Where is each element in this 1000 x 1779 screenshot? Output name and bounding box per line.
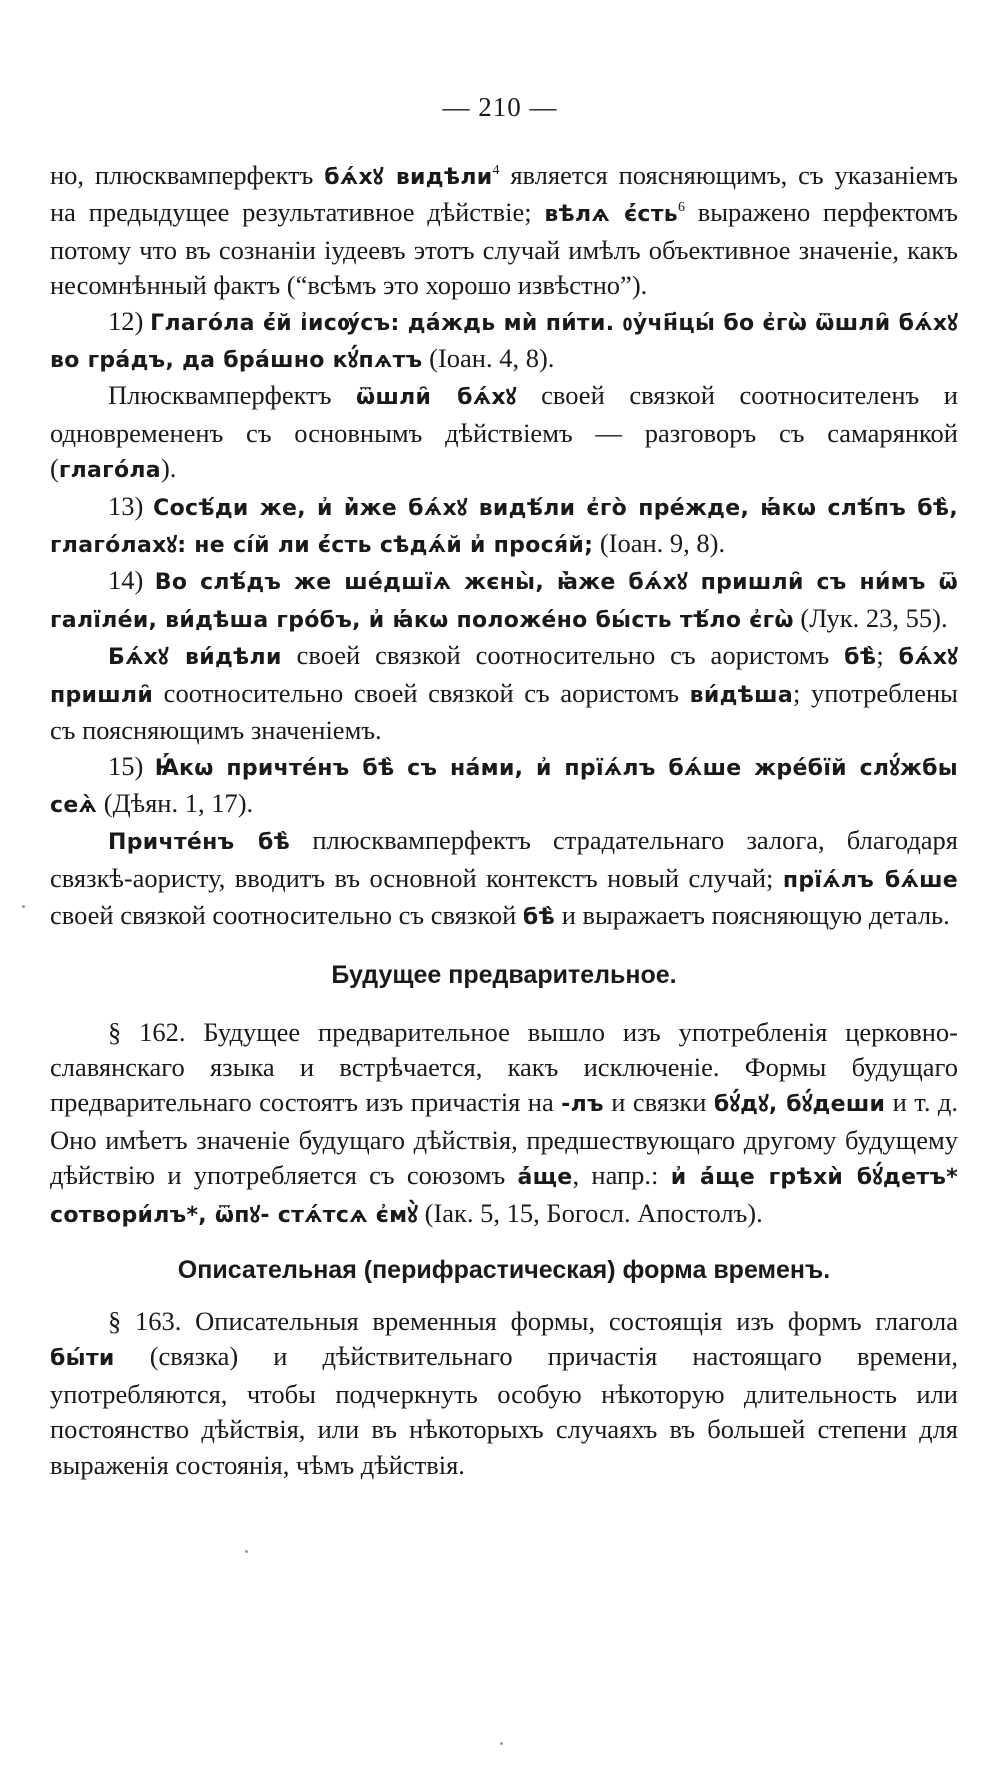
example-15 [50,749,958,824]
church-slavonic-word: бы́ти [50,1346,115,1372]
example-number: 15) [108,750,155,781]
church-slavonic-word: -лъ [561,1092,604,1118]
text-run: (Іак. 5, 15, Богосл. Апостолъ). [418,1197,763,1228]
church-slavonic-word: бѣ̀ [522,905,556,931]
church-slavonic-word: бѣ̀ [844,645,877,671]
text-run: и связки [603,1087,714,1118]
church-slavonic-quote: Во слѣ́дъ же ше́дшїѧ жєны̀, ꙗ҆̀же бѧ́хꙋ пришли̑ съ ни́мъ ѿ галїле́и, ви́дѣша гро́бъ, и҆ ꙗ҆́кѡ положе́но бы́сть тѣ́ло є҆гѡ̀ [50,570,958,633]
church-slavonic-quote: Сосѣ́ди же, и҆ и҆̀же бѧ́хꙋ видѣ́ли є҆го̀ пре́жде, ꙗ҆́кѡ слѣ́пъ бѣ̀, глаго́лахꙋ: не сі́й ли є҆́сть сѣдѧ́й и҆ прося́й; [50,495,958,559]
church-slavonic-quote: Ꙗ҆́кѡ причте́нъ бѣ̀ съ на́ми, и҆ прїѧ́лъ бѧ́ше жре́бїй слꙋ́жбы сеѧ̀ [50,755,958,818]
scripture-reference: (Іоан. 4, 8). [422,343,555,374]
paragraph [50,823,958,935]
text-run: своей связкой соотносительно съ связкой [50,900,523,931]
example-number: 13) [108,490,154,521]
text-run: выражено перфектомъ потому что въ сознаніи іудеевъ этотъ случай имѣлъ объективное значеніе, какъ несомнѣнный фактъ (“всѣмъ это хорошо извѣстно”). [50,197,958,301]
page-body [50,158,958,1483]
church-slavonic-word: ѿшли̑ бѧ́хꙋ [356,385,517,411]
church-slavonic-word: ви́дѣша [689,682,793,708]
church-slavonic-quote: Глаго́ла є҆́й і҆исѹ́съ: да́ждь мѝ пи́ти. ᲂу҆чн҃цы́ бо є҆гѡ̀ ѿшли̑ бѧ́хꙋ во гра́дъ, да бра́шно кꙋ́пѧтъ [50,310,959,374]
paragraph [50,158,958,304]
section-heading: Описательная (перифрастическая) форма временъ. [177,1255,831,1284]
church-slavonic-word: бѧ́хꙋ пришли̑ [50,645,958,708]
text-run: ; употреблены съ поясняющимъ значеніемъ. [50,677,958,746]
example-number: 12) [108,305,151,336]
church-slavonic-word: бѧ́хꙋ видѣли [324,165,493,190]
paragraph [50,638,958,748]
church-slavonic-word: а҆́ще [517,1165,573,1191]
text-run: но, плюсквамперфектъ [50,160,325,190]
text-run: § 162. Будущее предварительное вышло изъ употребленія церковно-славянскаго языка и встрѣчается, какъ исключеніе. Формы будущаго предварительнаго состоятъ изъ причастія на [50,1016,958,1118]
text-run: Плюсквамперфектъ [108,380,357,411]
text-run: (связка) и дѣйствительнаго причастія настоящаго времени, употребляются, чтобы подчеркнуть особую нѣкоторую длительность или постоянство дѣйствія, или въ нѣкоторыхъ случаяхъ въ большей степени для выраженія состоянія, чѣмъ дѣйствія. [50,1341,958,1480]
text-run: и т. д. Оно имѣетъ значеніе будущаго дѣйствія, предшествующаго другому будущему дѣйствію и употребляется съ союзомъ [50,1087,958,1191]
scan-speck [245,1550,248,1553]
text-run: своей связкой соотносителенъ и одновремененъ съ основнымъ дѣйствіемъ — разговоръ съ самарянкой ( [50,380,958,484]
text-run: является поясняющимъ, съ указаніемъ на предыдущее результативное дѣйствіе; [50,160,958,228]
church-slavonic-quote: и҆ а҆́ще грѣхѝ бꙋ́детъ* сотвори́лъ*, ѿпꙋ- стѧ́тсѧ є҆мꙋ̀ [50,1165,959,1228]
scripture-reference: (Іоан. 9, 8). [593,528,726,559]
church-slavonic-word: бꙋ́дꙋ, бꙋ́деши [713,1092,886,1118]
scan-speck [22,905,25,908]
text-run: ; [876,640,899,671]
example-12 [50,304,958,379]
scripture-reference: (Лук. 23, 55). [793,602,948,633]
text-run: ). [160,453,177,484]
church-slavonic-word: Причте́нъ бѣ̀ [108,830,291,856]
section-163 [50,1304,958,1483]
footnote-marker: 4 [492,163,500,178]
section-heading: Будущее предварительное. [331,960,677,989]
text-run: своей связкой соотносительно съ аористомъ [281,640,845,671]
text-run: соотносительно своей связкой съ аористомъ [153,677,690,708]
scripture-reference: (Дѣян. 1, 17). [97,787,254,818]
page-number: — 210 — [442,92,558,122]
example-14 [50,563,958,638]
church-slavonic-word: прїѧ́лъ бѧ́ше [782,867,958,893]
church-slavonic-word: Бѧ́хꙋ ви́дѣли [108,645,282,671]
church-slavonic-word: вѣлѧ є҆́сть [544,202,679,228]
scan-speck [500,1742,503,1745]
footnote-marker: 6 [678,200,686,216]
section-162 [50,1015,958,1233]
text-run: , напр.: [572,1160,671,1191]
text-run: плюсквамперфектъ страдательнаго залога, благодаря связкѣ-аористу, вводитъ въ основной контекстъ новый случай; [50,825,959,893]
church-slavonic-word: глаго́ла [58,458,161,484]
text-run: § 163. Описательныя временныя формы, состоящія изъ формъ глагола [108,1305,958,1336]
text-run: и выражаетъ поясняющую деталь. [555,900,950,931]
example-13 [50,489,958,564]
paragraph [50,378,958,488]
example-number: 14) [108,565,155,596]
